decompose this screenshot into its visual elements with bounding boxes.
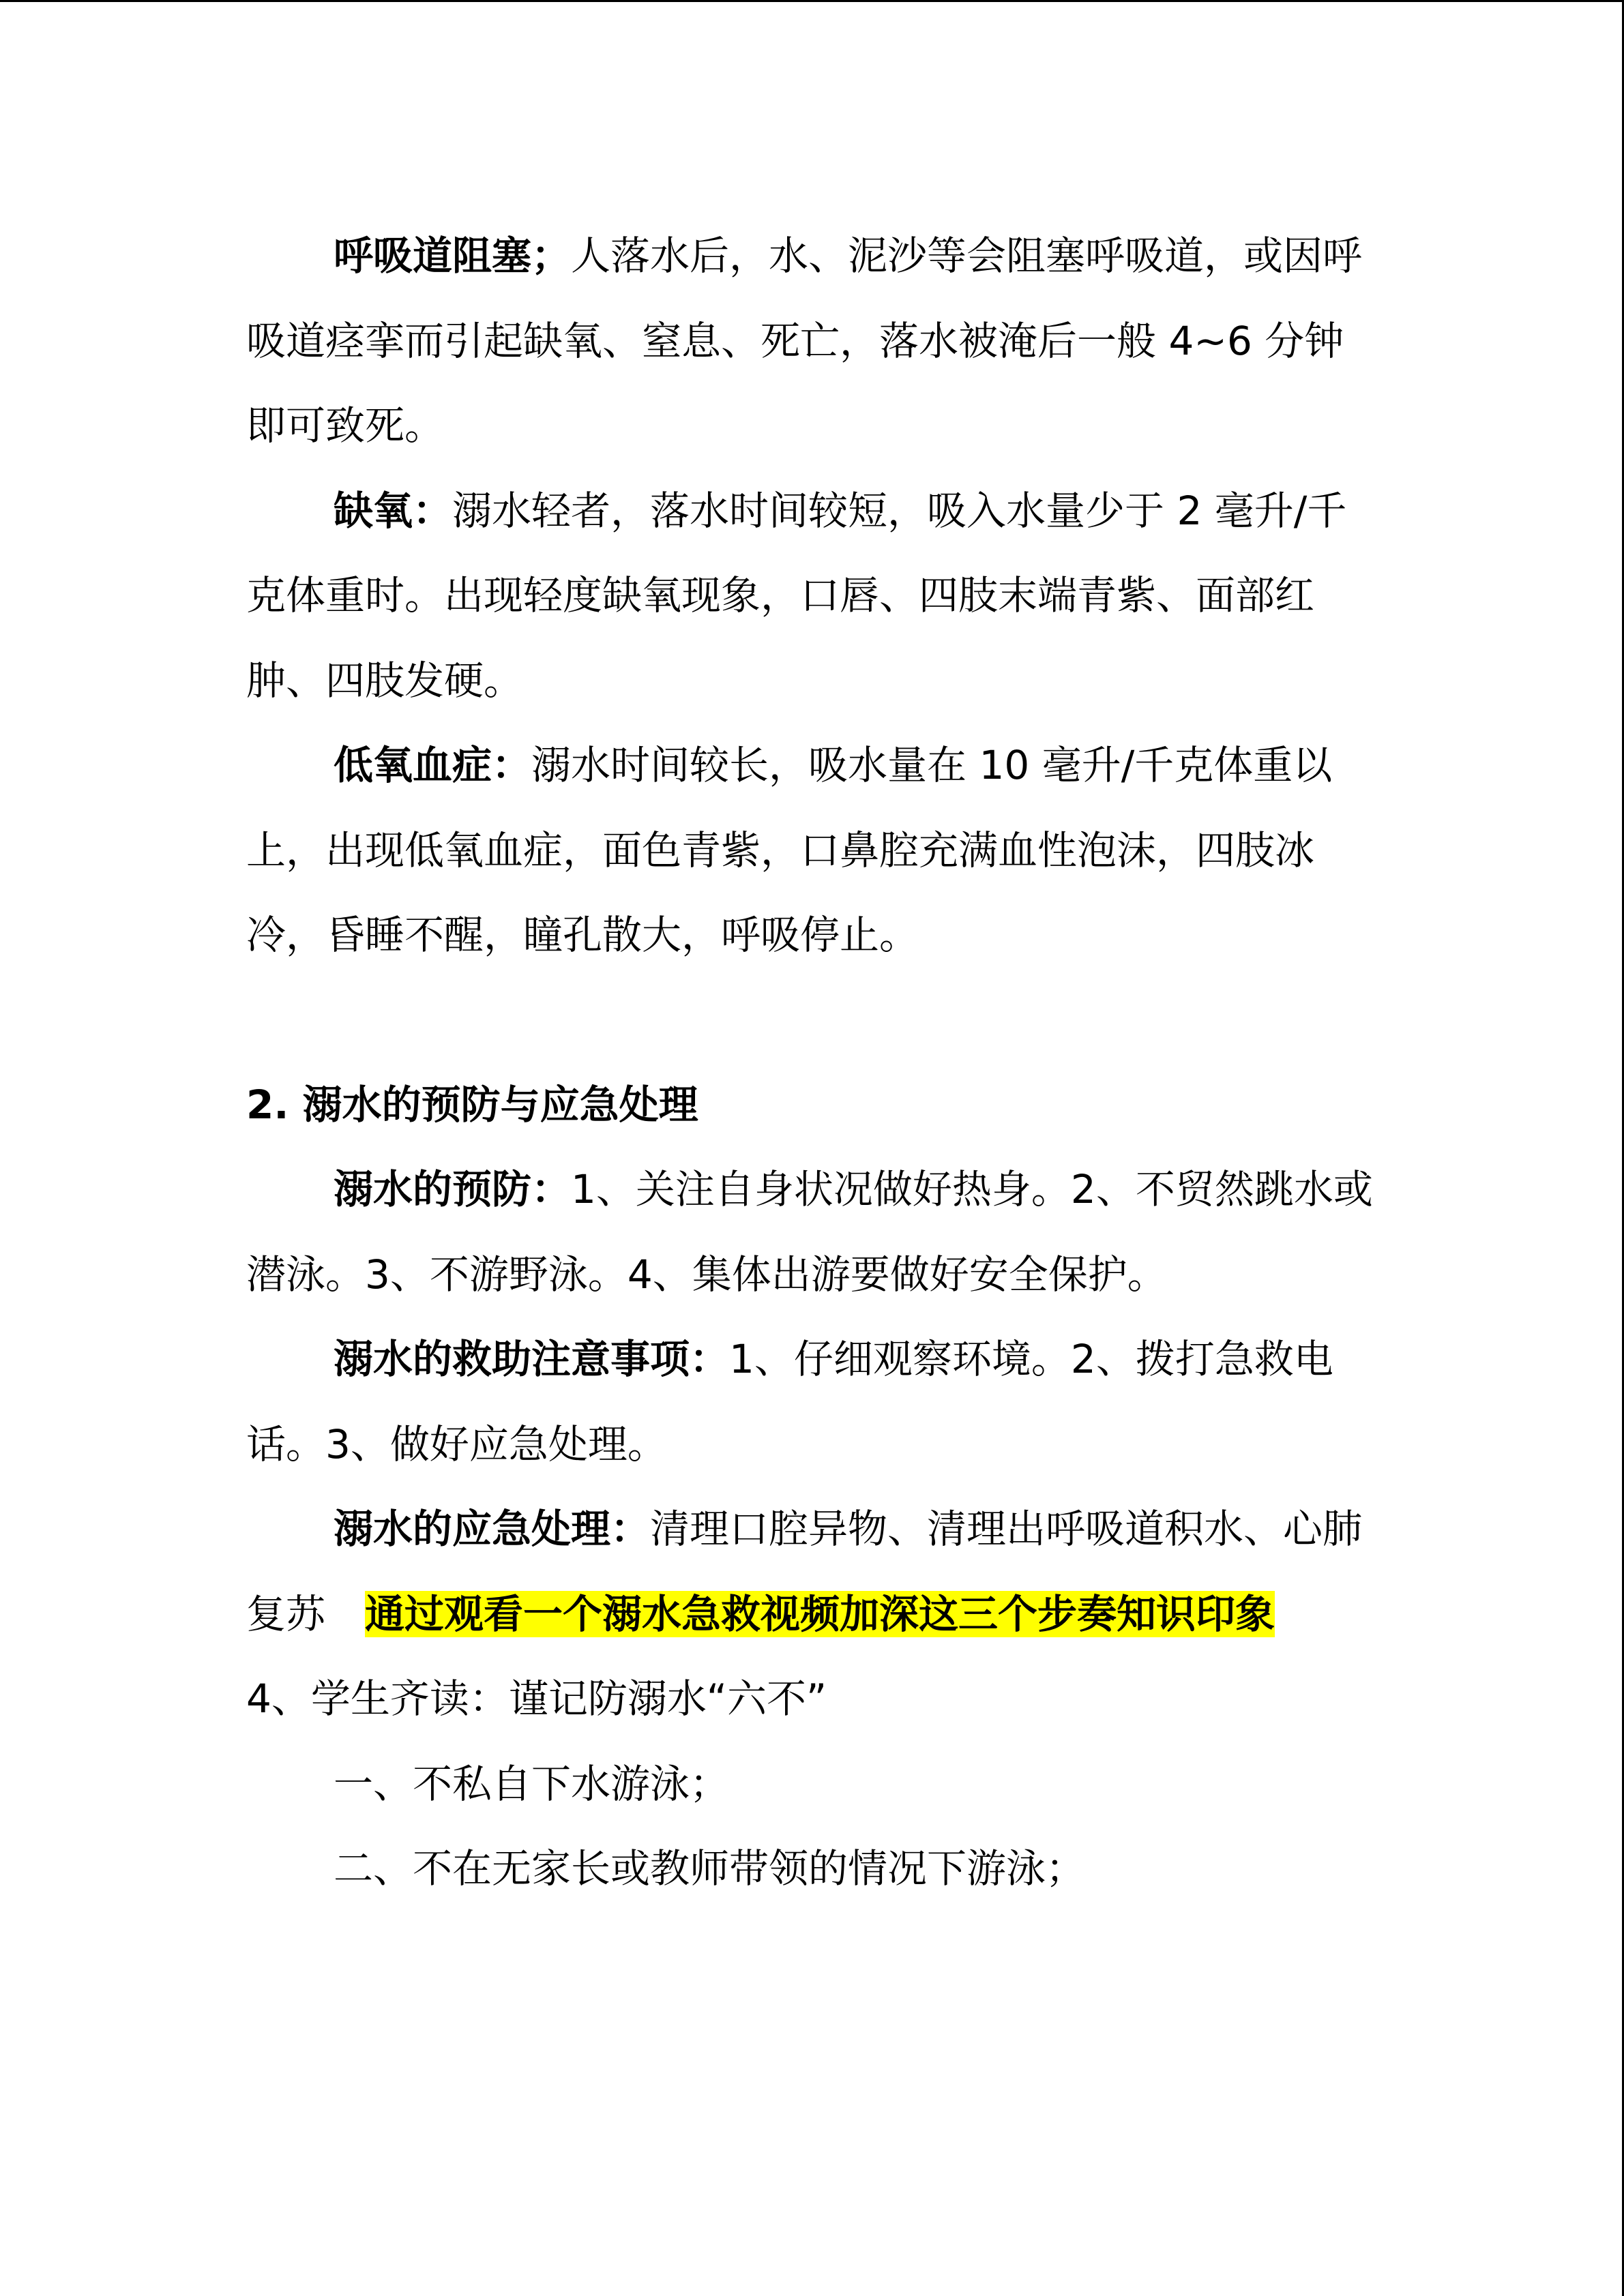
rule-item: 二、不在无家长或教师带领的情况下游泳； (334, 1845, 1086, 1892)
paragraph-text: 溺水时间较长，吸水量在 10 毫升/千克体重以上，出现低氧血症，面色青紫，口鼻腔充满血性泡沫，四肢冰冷，昏睡不醒，瞳孔散大，呼吸停止。 (246, 742, 1333, 958)
paragraph-text: 清理口腔异物、清理出呼吸道积水、心肺复苏 (246, 1506, 1363, 1637)
paragraph-lead: 缺氧： (334, 487, 453, 534)
paragraph-text: 1、仔细观察环境。2、拨打急救电话。3、做好应急处理。 (246, 1336, 1333, 1467)
paragraph-lead: 溺水的预防： (334, 1166, 572, 1212)
rule-item: 一、不私自下水游泳； (334, 1760, 730, 1807)
paragraph-text: 1、关注自身状况做好热身。2、不贸然跳水或潜泳。3、不游野泳。4、集体出游要做好安全保护。 (246, 1166, 1373, 1298)
paragraph-lead: 呼吸道阻塞； (334, 233, 572, 279)
paragraph-rescue-notes (246, 1317, 1378, 1487)
paragraph-emergency-handling (246, 1487, 1378, 1656)
paragraph-text: 人落水后，水、泥沙等会阻塞呼吸道，或因呼吸道痉挛而引起缺氧、窒息、死亡，落水被淹后一般 4~6 分钟即可致死。 (246, 233, 1363, 449)
document-body (246, 213, 1378, 1911)
paragraph-hypoxemia (246, 723, 1378, 978)
list-intro: 4、学生齐读：谨记防溺水“六不” (246, 1675, 827, 1722)
paragraph-prevention (246, 1147, 1378, 1317)
paragraph-lead: 溺水的救助注意事项： (334, 1336, 730, 1382)
paragraph-text: 溺水轻者，落水时间较短，吸入水量少于 2 毫升/千克体重时。出现轻度缺氧现象，口唇、四肢末端青紫、面部红肿、四肢发硬。 (246, 487, 1347, 704)
paragraph-lead: 低氧血症： (334, 742, 532, 788)
highlighted-note: 通过观看一个溺水急救视频加深这三个步奏知识印象 (365, 1590, 1275, 1637)
paragraph-hypoxia (246, 468, 1378, 724)
section-heading: 2. 溺水的预防与应急处理 (246, 1081, 698, 1128)
paragraph-lead: 溺水的应急处理： (334, 1506, 651, 1552)
paragraph-airway-obstruction (246, 213, 1378, 468)
